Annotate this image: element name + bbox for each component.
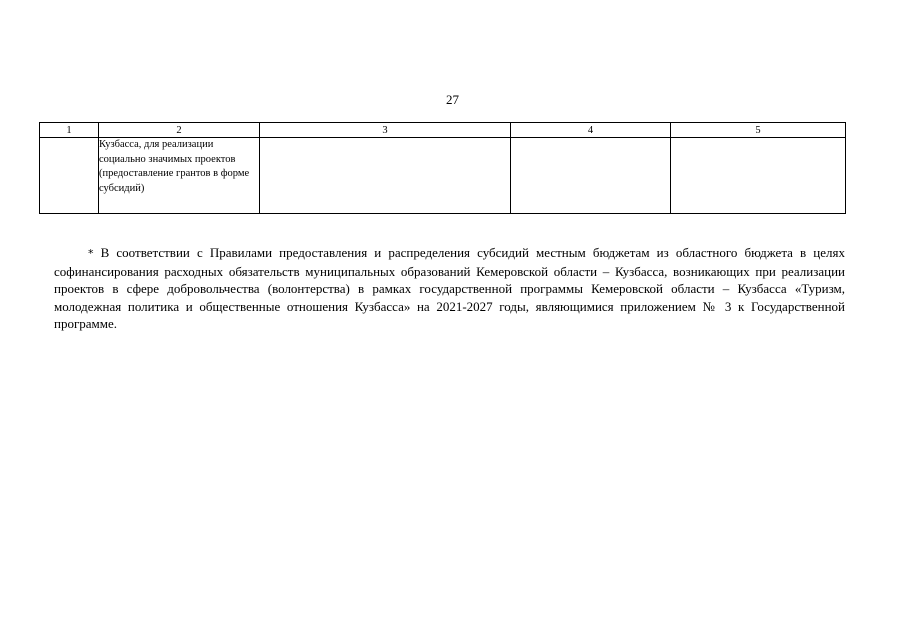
table-header-row: [40, 123, 846, 138]
data-table: [39, 122, 846, 214]
column-header: 4: [511, 123, 671, 138]
footnote-text: В соответствии с Правилами предоставления и распределения субсидий местным бюджетам из областного бюджета в целях софинансирования расходных обязательств муниципальных образований Кемеровской области – Кузбасса, возникающих при реализации проектов в сфере добровольчества (волонтерства) в рамках государственной программы Кемеровской области – Кузбасса «Туризм, молодежная политика и общественные отношения Кузбасса» на 2021-2027 годы, являющимися приложением № 3 к Государственной программе.: [54, 245, 845, 331]
table-row: [40, 138, 846, 214]
table-cell-description: Кузбасса, для реализации социально значимых проектов (предоставление грантов в форме субсидий): [99, 138, 260, 214]
column-header: 3: [260, 123, 511, 138]
footnote-marker: *: [88, 247, 94, 260]
table-cell: [40, 138, 99, 214]
table-cell: [671, 138, 846, 214]
table-cell: [260, 138, 511, 214]
column-header: 1: [40, 123, 99, 138]
column-header: 5: [671, 123, 846, 138]
column-header: 2: [99, 123, 260, 138]
footnote: [54, 244, 845, 333]
page-number: 27: [446, 92, 459, 107]
table-cell: [511, 138, 671, 214]
